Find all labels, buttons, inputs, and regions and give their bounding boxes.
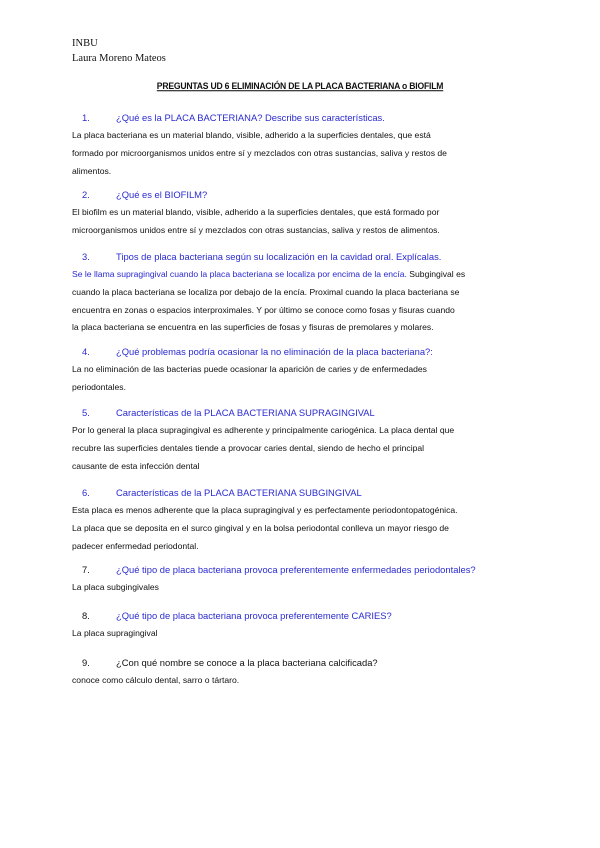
question-text: ¿Qué tipo de placa bacteriana provoca preferentemente CARIES? (116, 610, 392, 621)
answer-line: El biofilm es un material blando, visible, adherido a la superficies dentales, que está formado por (72, 207, 440, 217)
question-text: ¿Qué es el BIOFILM? (116, 189, 208, 200)
question-line (72, 656, 532, 670)
answer-text (72, 422, 532, 475)
question-number: 4. (82, 346, 90, 357)
question-block (72, 111, 532, 180)
question-text: ¿Qué es la PLACA BACTERIANA? Describe sus características. (116, 112, 385, 123)
question-number: 7. (82, 564, 90, 575)
question-line (72, 406, 532, 420)
answer-line: la placa bacteriana se encuentra en las superficies de fosas y fisuras de premolares y molares. (72, 322, 434, 333)
question-text: ¿Qué tipo de placa bacteriana provoca preferentemente enfermedades periodontales? (116, 564, 476, 575)
question-block (72, 188, 532, 240)
question-text: ¿Con qué nombre se conoce a la placa bacteriana calcificada? (116, 657, 378, 668)
answer-text (72, 127, 532, 180)
question-block (72, 250, 532, 337)
question-number: 9. (82, 657, 90, 668)
answer-line: alimentos. (72, 165, 112, 176)
answer-line: La placa que se deposita en el surco gingival y en la bolsa periodontal conlleva un mayor riesgo de (72, 522, 449, 533)
question-number: 3. (82, 251, 90, 262)
question-block (72, 406, 532, 475)
answer-line: padecer enfermedad periodontal. (72, 540, 199, 551)
institution-name: INBU (72, 38, 98, 49)
question-text: Características de la PLACA BACTERIANA SUBGINGIVAL (116, 487, 362, 498)
answer-line: formado por microorganismos unidos entre sí y mezclados con otras sustancias, saliva y restos de (72, 147, 447, 158)
question-block (72, 609, 532, 643)
question-block (72, 656, 532, 690)
question-number: 5. (82, 407, 90, 418)
question-line (72, 486, 532, 500)
answer-line: cuando la placa bacteriana se localiza por debajo de la encía. Proximal cuando la placa bacteriana se (72, 286, 460, 297)
answer-text (72, 579, 532, 597)
answer-line (72, 266, 532, 284)
question-line (72, 563, 532, 577)
question-text: ¿Qué problemas podría ocasionar la no eliminación de la placa bacteriana?: (116, 346, 433, 357)
answer-line: microorganismos unidos entre sí y mezclados con otras sustancias, saliva y restos de alimentos. (72, 224, 440, 235)
answer-text (72, 672, 532, 690)
answer-line: periodontales. (72, 381, 126, 392)
document-title: PREGUNTAS UD 6 ELIMINACIÓN DE LA PLACA BACTERIANA o BIOFILM (156, 80, 444, 92)
question-text: Tipos de placa bacteriana según su localización en la cavidad oral. Explícalas. (116, 251, 442, 262)
question-number: 6. (82, 487, 90, 498)
question-line (72, 188, 532, 202)
answer-line: La placa bacteriana es un material blando, visible, adherido a la superficies dentales, que está (72, 130, 431, 140)
answer-line: Por lo general la placa supragingival es adherente y principalmente cariogénica. La placa dental que (72, 425, 455, 435)
answer-line: Esta placa es menos adherente que la placa supragingival y es perfectamente periodontopatogénica. (72, 505, 458, 515)
question-block (72, 563, 532, 597)
answer-continuation: Subgingival es (406, 269, 466, 279)
answer-line: causante de esta infección dental (72, 460, 200, 471)
question-line (72, 250, 532, 264)
answer-text (72, 266, 532, 337)
question-text: Características de la PLACA BACTERIANA SUPRAGINGIVAL (116, 407, 375, 418)
answer-line: La placa subgingivales (72, 582, 159, 592)
question-line (72, 345, 532, 359)
question-block (72, 486, 532, 555)
answer-text (72, 204, 532, 240)
answer-line: conoce como cálculo dental, sarro o tártaro. (72, 675, 240, 685)
answer-text (72, 502, 532, 555)
answer-text (72, 625, 532, 643)
document-header (72, 36, 166, 66)
answer-line: recubre las superficies dentales tiende a provocar caries dental, siendo de hecho el principal (72, 442, 425, 453)
author-name: Laura Moreno Mateos (72, 53, 166, 64)
answer-highlight: Se le llama supragingival cuando la placa bacteriana se localiza por encima de la encía. (72, 269, 407, 279)
question-line (72, 609, 532, 623)
question-number: 2. (82, 189, 90, 200)
question-number: 1. (82, 112, 90, 123)
answer-line: encuentra en zonas o espacios interproximales. Y por último se conoce como fosas y fisuras cuando (72, 304, 455, 315)
question-block (72, 345, 532, 397)
question-line (72, 111, 532, 125)
answer-line: La no eliminación de las bacterias puede ocasionar la aparición de caries y de enfermedades (72, 364, 427, 374)
answer-text (72, 361, 532, 397)
question-number: 8. (82, 610, 90, 621)
answer-line: La placa supragingival (72, 628, 158, 638)
